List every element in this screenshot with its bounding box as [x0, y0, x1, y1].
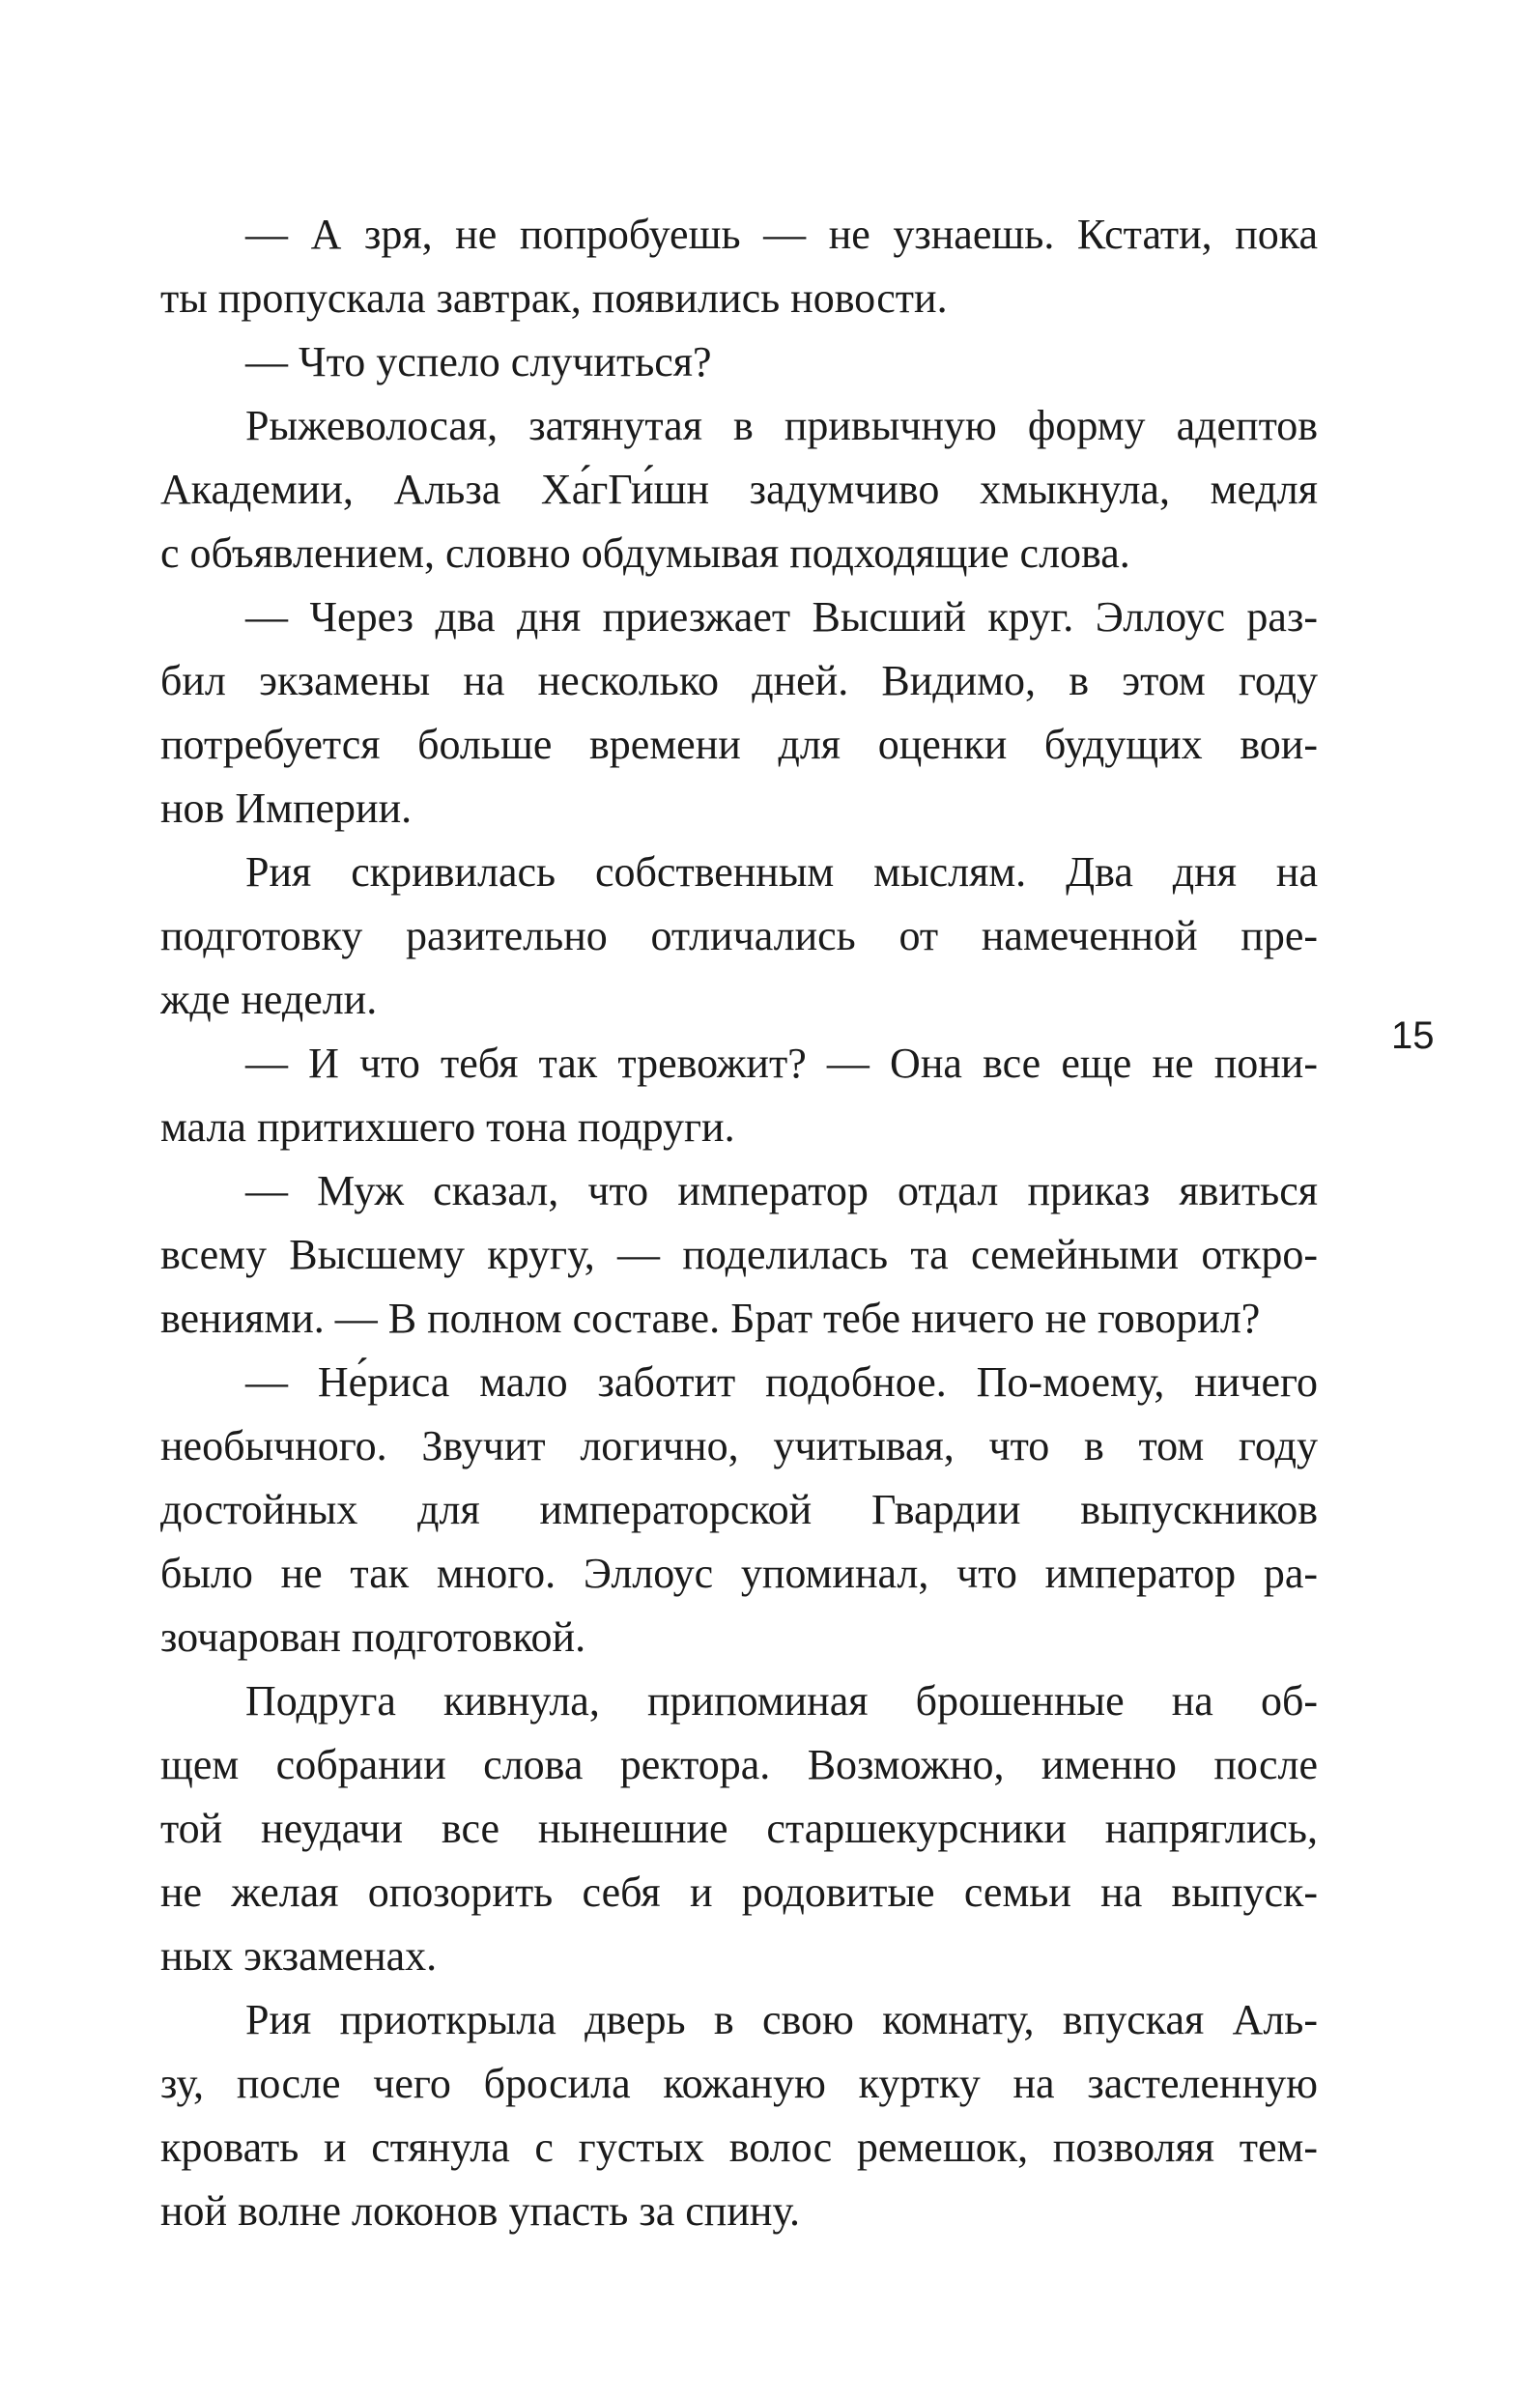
- text-line: — Не́риса мало заботит подобное. По-моему, ничего: [245, 1358, 1318, 1406]
- text-line: Рия приоткрыла дверь в свою комнату, впуская Аль-: [245, 1996, 1318, 2043]
- text-line: мала притихшего тона подруги.: [160, 1103, 735, 1151]
- text-line: зу, после чего бросила кожаную куртку на застеленную: [160, 2060, 1318, 2107]
- text-line: жде недели.: [160, 976, 378, 1023]
- text-line: было не так много. Эллоус упоминал, что император ра-: [160, 1550, 1318, 1597]
- text-line: нов Империи.: [160, 784, 413, 832]
- text-line: достойных для императорской Гвардии выпускников: [160, 1486, 1318, 1533]
- text-line: — Через два дня приезжает Высший круг. Эллоус раз-: [245, 593, 1318, 641]
- text-line: потребуется больше времени для оценки будущих вои-: [160, 721, 1318, 768]
- body-text: [160, 203, 1318, 2243]
- text-line: — Что успело случиться?: [245, 338, 712, 385]
- text-line: с объявлением, словно обдумывая подходящие слова.: [160, 529, 1130, 577]
- text-line: ной волне локонов упасть за спину.: [160, 2187, 801, 2235]
- text-line: подготовку разительно отличались от намеченной пре-: [160, 912, 1318, 959]
- text-line: Подруга кивнула, припоминая брошенные на об-: [245, 1677, 1318, 1725]
- text-line: необычного. Звучит логично, учитывая, что в том году: [160, 1422, 1318, 1469]
- text-line: Рыжеволосая, затянутая в привычную форму адептов: [245, 402, 1318, 449]
- text-line: щем собрании слова ректора. Возможно, именно после: [160, 1741, 1318, 1788]
- text-line: вениями. — В полном составе. Брат тебе ничего не говорил?: [160, 1295, 1261, 1342]
- text-line: кровать и стянула с густых волос ремешок, позволяя тем-: [160, 2124, 1318, 2171]
- text-line: Рия скривилась собственным мыслям. Два дня на: [245, 848, 1318, 896]
- text-line: Академии, Альза Ха́гГи́шн задумчиво хмыкнула, медля: [160, 466, 1318, 513]
- page-number: 15: [1391, 1014, 1435, 1057]
- text-line: — И что тебя так тревожит? — Она все еще не пони-: [245, 1040, 1318, 1087]
- text-line: всему Высшему кругу, — поделилась та семейными откро-: [160, 1231, 1318, 1278]
- text-line: ты пропускала завтрак, появились новости.: [160, 274, 948, 322]
- text-line: бил экзамены на несколько дней. Видимо, в этом году: [160, 657, 1318, 704]
- text-line: ных экзаменах.: [160, 1932, 438, 1980]
- text-line: — А зря, не попробуешь — не узнаешь. Кстати, пока: [245, 211, 1318, 258]
- text-line: не желая опозорить себя и родовитые семьи на выпуск-: [160, 1868, 1318, 1916]
- text-line: — Муж сказал, что император отдал приказ явиться: [245, 1167, 1318, 1214]
- text-line: зочарован подготовкой.: [160, 1613, 586, 1661]
- text-line: той неудачи все нынешние старшекурсники напряглись,: [160, 1805, 1318, 1852]
